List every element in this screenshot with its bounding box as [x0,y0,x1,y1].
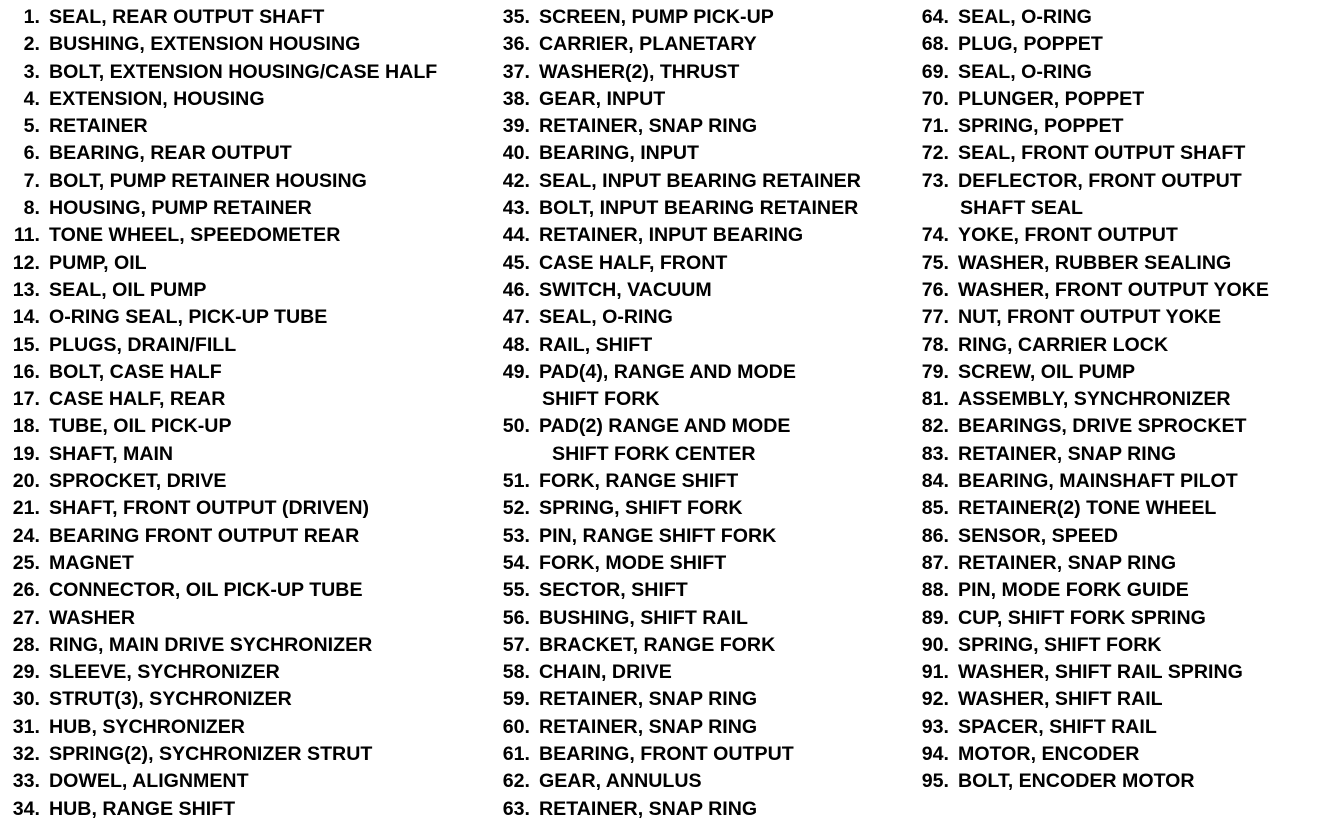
part-number: 64. [921,6,949,28]
part-list-item [918,605,1323,632]
part-list-item [8,632,493,659]
part-number: 88. [921,579,949,602]
part-list-item [500,659,905,686]
part-description: GEAR, INPUT [539,87,666,110]
part-list-item [500,168,905,195]
part-description: SPRING(2), SYCHRONIZER STRUT [49,743,373,766]
part-number: 71. [921,115,949,138]
part-list-item [500,86,905,113]
part-list-item [918,577,1323,604]
part-number: 11. [13,224,40,247]
part-description: CARRIER, PLANETARY [539,33,757,56]
part-description: BOLT, INPUT BEARING RETAINER [539,197,859,220]
part-list-item [8,714,493,741]
part-description: BOLT, EXTENSION HOUSING/CASE HALF [49,60,438,83]
part-description: WASHER, RUBBER SEALING [958,251,1232,274]
part-description: DEFLECTOR, FRONT OUTPUT [958,169,1242,192]
part-number: 55. [502,579,530,602]
part-list-item [500,4,905,31]
part-number: 29. [12,661,40,684]
part-list-item [8,222,493,249]
part-list-item [500,768,905,795]
part-list-item [8,277,493,304]
part-list-item [918,741,1323,768]
part-number: 33. [12,770,40,793]
part-description: SEAL, OIL PUMP [49,278,207,301]
part-list-item [918,768,1323,795]
part-list-item [8,413,493,440]
part-number: 48. [502,333,530,356]
part-description: SCREEN, PUMP PICK-UP [539,6,774,28]
part-number: 74. [921,224,949,247]
part-list-item [500,686,905,713]
part-list-item [918,523,1323,550]
part-description: CONNECTOR, OIL PICK-UP TUBE [49,579,363,602]
part-description: RETAINER, SNAP RING [539,115,758,138]
part-description: PLUGS, DRAIN/FILL [49,333,237,356]
part-description: BRACKET, RANGE FORK [539,633,776,656]
part-number: 35. [502,6,530,28]
part-number: 63. [502,797,530,820]
part-number: 47. [502,306,530,329]
part-number: 90. [921,633,949,656]
part-description: BEARING FRONT OUTPUT REAR [49,524,360,547]
part-list-item [8,577,493,604]
part-number: 5. [23,115,40,138]
part-number: 87. [921,551,949,574]
part-list-item [500,605,905,632]
part-description: SPROCKET, DRIVE [49,470,227,493]
part-description: WASHER [49,606,135,629]
part-number: 14. [12,306,40,329]
part-list-item [918,222,1323,249]
part-list-item [918,686,1323,713]
part-list-item [918,31,1323,58]
part-description: TONE WHEEL, SPEEDOMETER [49,224,341,247]
part-description: RETAINER [49,115,148,138]
part-number: 26. [12,579,40,602]
part-description: RING, CARRIER LOCK [958,333,1169,356]
part-number: 39. [502,115,530,138]
part-number: 6. [23,142,40,165]
part-list-item [8,768,493,795]
part-number: 72. [921,142,949,165]
part-list-item [500,31,905,58]
part-description: FORK, MODE SHIFT [539,551,727,574]
part-description: WASHER, SHIFT RAIL [958,688,1163,711]
part-number: 40. [502,142,530,165]
part-number: 73. [921,169,949,192]
part-description: SEAL, FRONT OUTPUT SHAFT [958,142,1246,165]
part-description: BEARINGS, DRIVE SPROCKET [958,415,1247,438]
part-description: SEAL, O-RING [958,60,1092,83]
part-list-item [8,195,493,222]
part-list-item [8,59,493,86]
part-number: 13. [12,278,40,301]
parts-column-1 [8,4,493,823]
part-description: PUMP, OIL [49,251,147,274]
part-description: GEAR, ANNULUS [539,770,702,793]
part-list-item [500,140,905,167]
part-number: 27. [12,606,40,629]
part-list-item [918,168,1323,195]
part-list-item [8,304,493,331]
part-description: BEARING, INPUT [539,142,700,165]
part-list-item [918,413,1323,440]
part-description: BOLT, ENCODER MOTOR [958,770,1195,793]
part-list-item [500,550,905,577]
part-list-item [500,577,905,604]
part-description-continued: SHAFT SEAL [960,197,1084,220]
part-description: CHAIN, DRIVE [539,661,672,684]
part-list-item [8,741,493,768]
part-number: 20. [12,470,40,493]
part-list-item [500,468,905,495]
part-list-item [8,140,493,167]
part-list-item [918,359,1323,386]
part-number: 4. [23,87,40,110]
part-description: EXTENSION, HOUSING [49,87,265,110]
part-description: WASHER, SHIFT RAIL SPRING [958,661,1243,684]
part-list-item [500,796,905,823]
part-list-item [8,31,493,58]
part-number: 17. [12,388,40,411]
part-description: RETAINER, SNAP RING [539,715,758,738]
part-description: SEAL, INPUT BEARING RETAINER [539,169,861,192]
part-number: 81. [921,388,949,411]
parts-column-3 [918,4,1323,796]
part-description: TUBE, OIL PICK-UP [49,415,232,438]
part-list-item [918,386,1323,413]
part-number: 70. [921,87,949,110]
part-description: SEAL, O-RING [539,306,673,329]
part-description: ASSEMBLY, SYNCHRONIZER [958,388,1231,411]
part-number: 44. [502,224,530,247]
part-description: SECTOR, SHIFT [539,579,688,602]
part-list-item [8,86,493,113]
part-number: 57. [502,633,530,656]
part-number: 18. [12,415,40,438]
part-description: O-RING SEAL, PICK-UP TUBE [49,306,328,329]
part-description: SEAL, O-RING [958,6,1092,28]
part-number: 77. [921,306,949,329]
part-list-item [8,659,493,686]
part-description: SPACER, SHIFT RAIL [958,715,1157,738]
part-number: 62. [502,770,530,793]
part-list-item [918,468,1323,495]
part-list-item [8,359,493,386]
part-list-item [918,441,1323,468]
part-description: WASHER, FRONT OUTPUT YOKE [958,278,1269,301]
part-number: 28. [12,633,40,656]
part-description: RING, MAIN DRIVE SYCHRONIZER [49,633,373,656]
part-list-item [500,195,905,222]
part-list-item [8,168,493,195]
part-list-item [500,632,905,659]
part-list-item [8,495,493,522]
part-list-item [918,250,1323,277]
part-description: SCREW, OIL PUMP [958,360,1136,383]
part-list-item [500,222,905,249]
part-list-item [8,113,493,140]
part-number: 75. [921,251,949,274]
part-list-item [918,113,1323,140]
part-list-item [918,4,1323,31]
part-number: 69. [921,60,949,83]
part-description: RETAINER, SNAP RING [958,442,1177,465]
part-number: 52. [502,497,530,520]
part-number: 15. [12,333,40,356]
part-number: 37. [502,60,530,83]
part-description: BEARING, MAINSHAFT PILOT [958,470,1238,493]
part-list-item [918,495,1323,522]
part-description: PIN, RANGE SHIFT FORK [539,524,777,547]
part-description: RAIL, SHIFT [539,333,653,356]
parts-column-2 [500,4,905,823]
part-list-item [500,59,905,86]
part-description: HOUSING, PUMP RETAINER [49,197,312,220]
part-number: 31. [12,715,40,738]
part-description: PAD(2) RANGE AND MODE [539,415,791,438]
part-number: 59. [502,688,530,711]
part-list-item [918,140,1323,167]
part-description: SPRING, SHIFT FORK [539,497,743,520]
part-description: SEAL, REAR OUTPUT SHAFT [49,6,325,28]
part-number: 46. [502,278,530,301]
part-description: RETAINER(2) TONE WHEEL [958,497,1217,520]
part-description: SHAFT, MAIN [49,442,174,465]
part-number: 89. [921,606,949,629]
part-description: CUP, SHIFT FORK SPRING [958,606,1206,629]
part-description: RETAINER, SNAP RING [958,551,1177,574]
part-number: 30. [12,688,40,711]
part-list-item [8,550,493,577]
part-number: 78. [921,333,949,356]
part-list-item [500,304,905,331]
part-list-item [8,605,493,632]
part-list-item [500,359,905,386]
part-number: 3. [23,60,40,83]
part-list-item [918,659,1323,686]
part-list-item [8,386,493,413]
part-description: STRUT(3), SYCHRONIZER [49,688,292,711]
part-number: 45. [502,251,530,274]
part-list-item [8,523,493,550]
part-number: 60. [502,715,530,738]
part-number: 93. [921,715,949,738]
part-description: PLUG, POPPET [958,33,1103,56]
part-description: SPRING, SHIFT FORK [958,633,1162,656]
part-list-item [918,714,1323,741]
part-number: 19. [12,442,40,465]
part-number: 68. [921,33,949,56]
part-description: CASE HALF, FRONT [539,251,728,274]
part-number: 76. [921,278,949,301]
part-list-item [8,441,493,468]
part-number: 1. [23,6,40,28]
part-description: PAD(4), RANGE AND MODE [539,360,796,383]
part-number: 7. [23,169,40,192]
part-number: 32. [12,743,40,766]
part-number: 95. [921,770,949,793]
part-number: 36. [502,33,530,56]
part-description-continued: SHIFT FORK [542,388,660,411]
part-description: BUSHING, SHIFT RAIL [539,606,748,629]
part-list-item [500,495,905,522]
part-number: 92. [921,688,949,711]
part-description: PIN, MODE FORK GUIDE [958,579,1189,602]
part-list-item [918,59,1323,86]
part-list-item [918,550,1323,577]
part-description: BEARING, FRONT OUTPUT [539,743,794,766]
part-description: HUB, RANGE SHIFT [49,797,236,820]
part-list-item [500,714,905,741]
part-number: 86. [921,524,949,547]
part-list-item [8,796,493,823]
part-description: SPRING, POPPET [958,115,1124,138]
part-description: BUSHING, EXTENSION HOUSING [49,33,361,56]
part-description: BEARING, REAR OUTPUT [49,142,292,165]
part-description: WASHER(2), THRUST [539,60,740,83]
part-list-item [500,250,905,277]
part-number: 25. [12,551,40,574]
part-list-item [500,413,905,440]
part-number: 49. [502,360,530,383]
part-description: NUT, FRONT OUTPUT YOKE [958,306,1222,329]
part-description: BOLT, PUMP RETAINER HOUSING [49,169,367,192]
part-description: SENSOR, SPEED [958,524,1119,547]
part-list-item [500,523,905,550]
part-description-continued: SHIFT FORK CENTER [552,442,756,465]
part-number: 84. [921,470,949,493]
part-number: 54. [502,551,530,574]
part-number: 12. [12,251,40,274]
part-number: 42. [502,169,530,192]
part-list-item [8,4,493,31]
part-number: 34. [12,797,40,820]
part-number: 61. [502,743,530,766]
part-list-item [500,332,905,359]
part-description: CASE HALF, REAR [49,388,226,411]
part-number: 24. [12,524,40,547]
part-list-item [918,632,1323,659]
part-description: SWITCH, VACUUM [539,278,712,301]
part-number: 51. [502,470,530,493]
part-list-item [8,250,493,277]
part-number: 16. [12,360,40,383]
part-number: 38. [502,87,530,110]
part-number: 85. [921,497,949,520]
part-number: 8. [23,197,40,220]
part-list-item [918,304,1323,331]
part-number: 50. [502,415,530,438]
part-description: SLEEVE, SYCHRONIZER [49,661,280,684]
part-list-item [8,332,493,359]
part-description: FORK, RANGE SHIFT [539,470,739,493]
part-number: 82. [921,415,949,438]
part-description: MAGNET [49,551,134,574]
part-number: 43. [502,197,530,220]
part-number: 56. [502,606,530,629]
part-list-item [500,277,905,304]
part-number: 58. [502,661,530,684]
part-number: 2. [23,33,40,56]
part-number: 91. [921,661,949,684]
part-description: SHAFT, FRONT OUTPUT (DRIVEN) [49,497,370,520]
part-list-item [918,277,1323,304]
part-description: PLUNGER, POPPET [958,87,1145,110]
part-description: RETAINER, SNAP RING [539,688,758,711]
part-description: HUB, SYCHRONIZER [49,715,245,738]
part-description: MOTOR, ENCODER [958,743,1140,766]
part-list-item [500,113,905,140]
part-description: DOWEL, ALIGNMENT [49,770,249,793]
part-description: YOKE, FRONT OUTPUT [958,224,1178,247]
part-list-item [918,332,1323,359]
part-number: 21. [12,497,40,520]
part-list-item [500,741,905,768]
part-description: RETAINER, INPUT BEARING [539,224,804,247]
part-number: 83. [921,442,949,465]
part-number: 94. [921,743,949,766]
part-list-item [8,468,493,495]
part-number: 79. [921,360,949,383]
part-number: 53. [502,524,530,547]
part-list-item [918,86,1323,113]
part-list-item [8,686,493,713]
part-description: BOLT, CASE HALF [49,360,222,383]
part-description: RETAINER, SNAP RING [539,797,758,820]
